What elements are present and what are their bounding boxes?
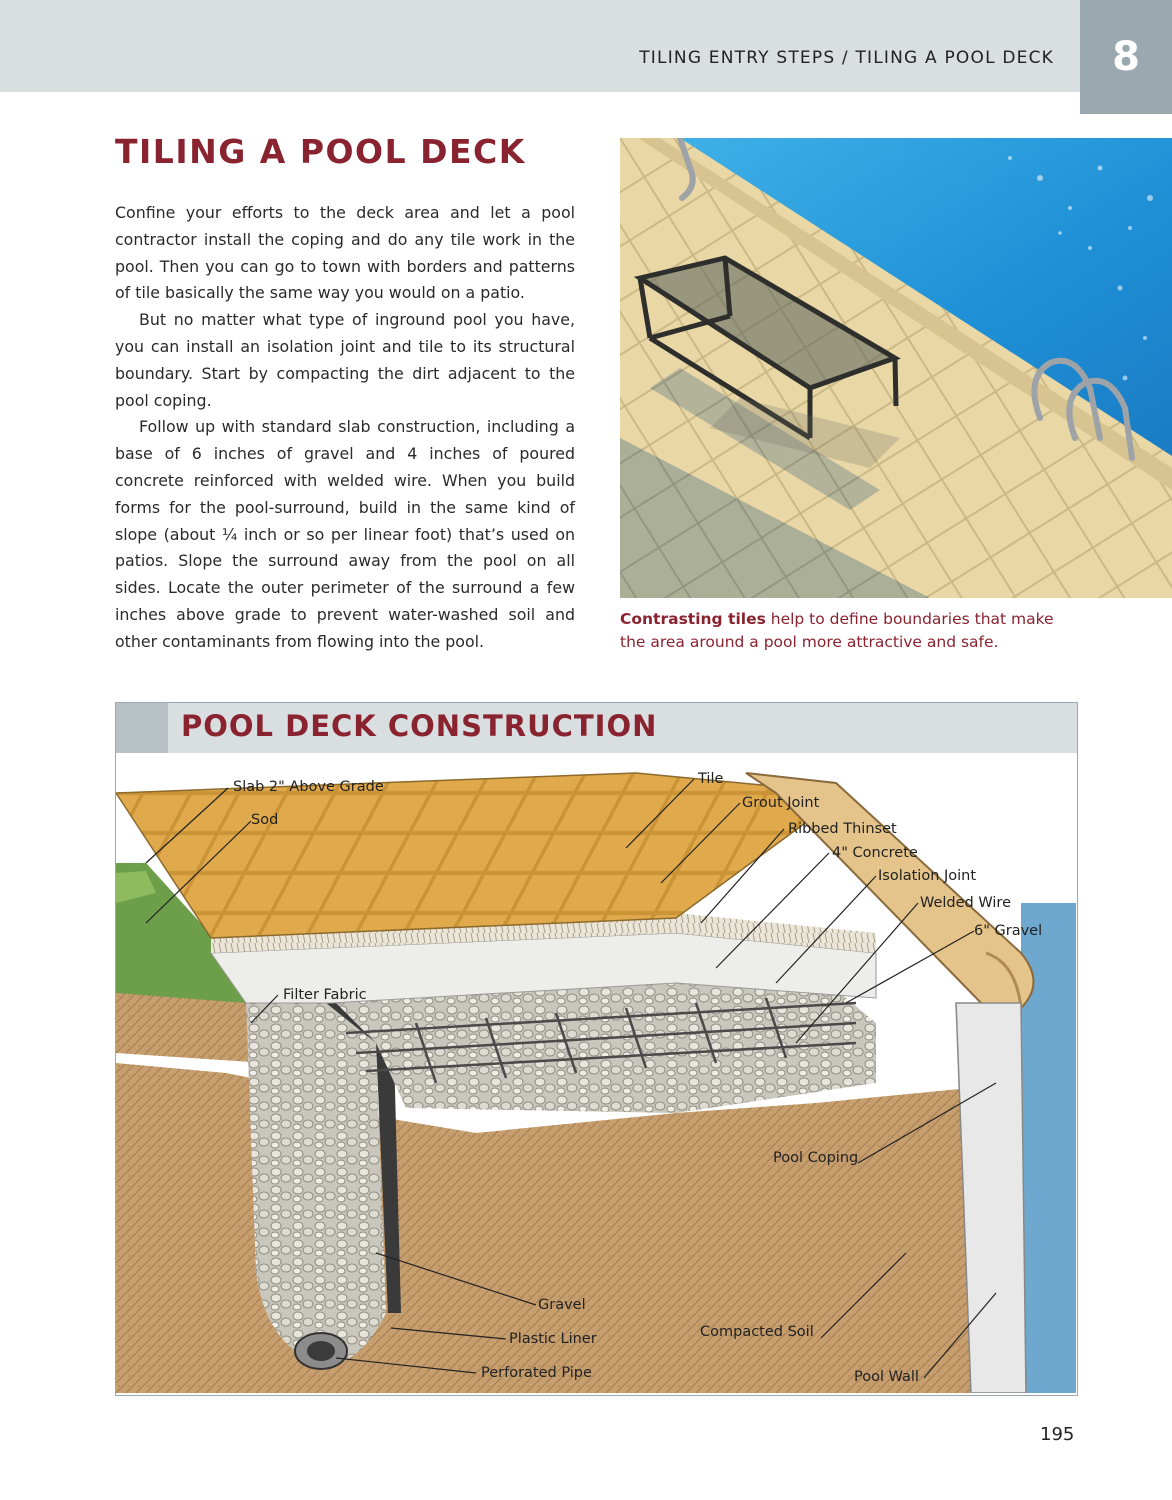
label-concrete: 4" Concrete	[832, 845, 918, 861]
label-grout: Grout Joint	[742, 795, 820, 811]
paragraph-1: Confine your efforts to the deck area and let a pool contractor install the coping and do any tile work in the pool. Then you can go to town with borders and patterns of tile basically the same way you would on a patio.	[115, 203, 575, 303]
label-gravel: Gravel	[538, 1297, 586, 1313]
header-band	[0, 0, 1080, 92]
label-liner: Plastic Liner	[509, 1331, 597, 1347]
chapter-tab	[1080, 0, 1172, 114]
diagram-header-tab	[116, 703, 168, 753]
pool-deck-diagram	[116, 753, 1076, 1393]
label-soil: Compacted Soil	[700, 1324, 814, 1340]
caption-text: help to define boundaries that make the area around a pool more attractive and safe.	[620, 610, 1054, 651]
label-slab: Slab 2" Above Grade	[233, 779, 384, 795]
perforated-pipe-drawing	[295, 1333, 347, 1369]
chapter-number: 8	[1112, 34, 1140, 80]
running-title: TILING ENTRY STEPS / TILING A POOL DECK	[639, 48, 1054, 68]
label-sod: Sod	[251, 812, 279, 828]
paragraph-3: Follow up with standard slab construction, including a base of 6 inches of gravel and 4 inches of poured concrete reinforced with welded wire. When you build forms for the pool-surround, build in the same kind of slope (about ¼ inch or so per linear foot) that’s used on patios. Slope the surround away from the pool on all sides. Locate the outer perimeter of the surround a few inches above grade to prevent water-washed soil and other contaminants from flowing into the pool.	[115, 417, 575, 651]
diagram-header	[116, 703, 1077, 753]
label-tile: Tile	[698, 771, 724, 787]
photo-caption	[620, 608, 1080, 654]
label-pipe: Perforated Pipe	[481, 1365, 592, 1381]
label-isolation: Isolation Joint	[878, 868, 977, 884]
section-title: TILING A POOL DECK	[115, 132, 526, 171]
pool-photo	[620, 138, 1172, 598]
label-fabric: Filter Fabric	[283, 987, 367, 1003]
label-wall: Pool Wall	[854, 1369, 919, 1385]
label-wire: Welded Wire	[920, 895, 1011, 911]
diagram-title: POOL DECK CONSTRUCTION	[181, 709, 658, 743]
pool-photo-illustration	[620, 138, 1172, 598]
body-text	[115, 200, 575, 656]
label-thinset: Ribbed Thinset	[788, 821, 897, 837]
caption-lead: Contrasting tiles	[620, 610, 766, 628]
diagram-box	[115, 702, 1078, 1396]
label-gravel6: 6" Gravel	[974, 923, 1043, 939]
paragraph-2: But no matter what type of inground pool you have, you can install an isolation joint and tile to its structural boundary. Start by compacting the dirt adjacent to the pool coping.	[115, 310, 575, 410]
page-number: 195	[1040, 1424, 1075, 1445]
label-coping: Pool Coping	[773, 1150, 859, 1166]
